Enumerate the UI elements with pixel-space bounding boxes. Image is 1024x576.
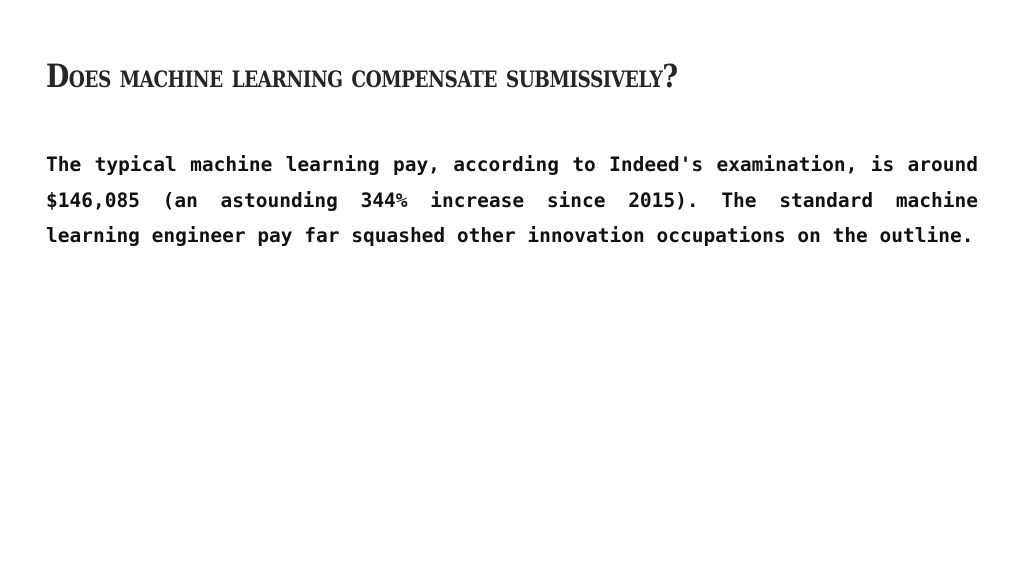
slide-body-text: The typical machine learning pay, according to Indeed's examination, is around $146,085 (an astounding 344% increase since 2015). The standard machine learning engineer pay far squashed other innovation occupations on the outline.	[46, 153, 978, 247]
slide-title: Does machine learning compensate submissively?	[46, 57, 678, 95]
